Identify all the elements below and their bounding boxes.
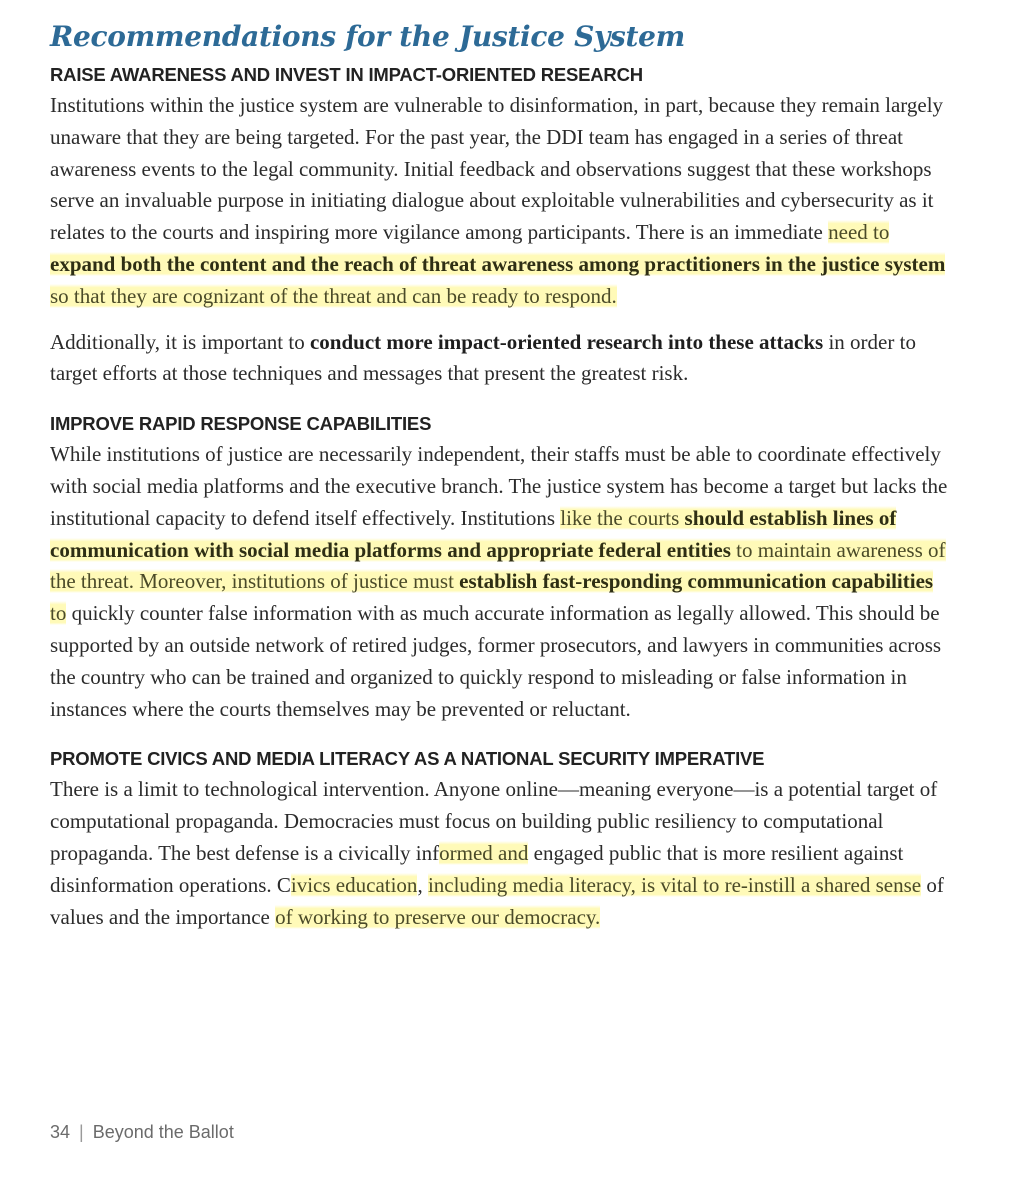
text-run: ivics education [290,872,418,897]
section-heading: IMPROVE RAPID RESPONSE CAPABILITIES [50,413,432,435]
text-run: ormed and [439,840,529,865]
emphasized-text: should establish lines of communication with social media platforms and appropriate federal entities [50,505,897,562]
text-run: There is a limit to technological intervention. Anyone online—meaning everyone—is a potential target of computational propaganda. Democracies must focus on building public resiliency to computational propaganda. The best defense is a civically inf [50,777,938,865]
paragraph [50,774,950,933]
text-run: need to [828,220,890,245]
text-run: like the courts [560,505,685,530]
page-footer [50,1122,234,1143]
text-run: so that they are cognizant of the threat and can be ready to respond. [50,283,617,308]
text-run: and inspiring more vigilance among participants. There is an immediate [219,220,829,245]
highlighted-text [428,873,921,897]
section-raise-awareness [50,60,950,390]
highlighted-text [275,905,600,929]
paragraph [50,90,950,313]
highlighted-text [50,252,945,276]
emphasized-text: conduct more impact-oriented research into these attacks [309,329,824,354]
emphasized-text: establish fast-responding communication capabilities [459,569,934,594]
text-run: While institutions of justice are necessarily independent, their staffs must be able to coordinate effectively with social media platforms and the executive branch. The justice system has become a target but lacks the institutional capacity to defend itself effectively. Institutions [50,442,948,530]
paragraph [50,439,950,725]
section-heading: PROMOTE CIVICS AND MEDIA LITERACY AS A NATIONAL SECURITY IMPERATIVE [50,748,765,770]
page-title: Recommendations for the Justice System [50,20,685,53]
text-run: of values and the importance [50,872,944,929]
section-rapid-response [50,409,950,725]
text-run: Additionally, it is important to [50,329,310,354]
text-run: Institutions within the justice system are vulnerable to disinformation, in part, because they remain largely unaware that they are being targeted. For the past year, the DDI team has engaged in a series of threat awareness events to the legal community. Initial feedback and observations suggest that these workshops serve an invaluable purpose in initiating dialogue about exploitable vulnerabilities and cybersecurity as it relates to the courts [50,93,944,245]
document-page [50,14,950,933]
text-run: of working to preserve our democracy. [275,904,601,929]
text-run: to maintain awareness of the threat. Moreover, institutions of justice must [50,537,946,594]
highlighted-text [50,601,66,625]
highlighted-text [50,284,617,308]
highlighted-text [291,873,418,897]
page-number: 34 [50,1122,71,1142]
text-run: including media literacy, is vital to re-instill a shared sense [427,872,922,897]
text-run: quickly counter false information with as much accurate information as legally allowed. This should be supported by an outside network of retired judges, former prosecutors, and lawyers in communities across the country who can be trained and organized to quickly respond to misleading or false information in instances where the courts themselves may be prevented or reluctant. [50,601,942,721]
text-run: , [417,872,428,897]
text-run: in order to target efforts at those techniques and messages that present the greatest risk. [50,329,916,386]
highlighted-text [439,841,528,865]
section-heading: RAISE AWARENESS AND INVEST IN IMPACT-ORIENTED RESEARCH [50,64,643,85]
emphasized-text: expand both the content and the reach of threat awareness among practitioners in the justice system [50,251,946,276]
text-run: engaged public that is more resilient against disinformation operations. C [50,840,904,897]
highlighted-text [459,569,933,593]
highlighted-text [560,506,684,530]
footer-separator: | [79,1122,84,1142]
paragraph [50,327,950,391]
text-run: to [50,601,67,626]
section-civics-literacy [50,744,950,933]
publication-title: Beyond the Ballot [92,1122,234,1142]
highlighted-text [828,220,889,244]
